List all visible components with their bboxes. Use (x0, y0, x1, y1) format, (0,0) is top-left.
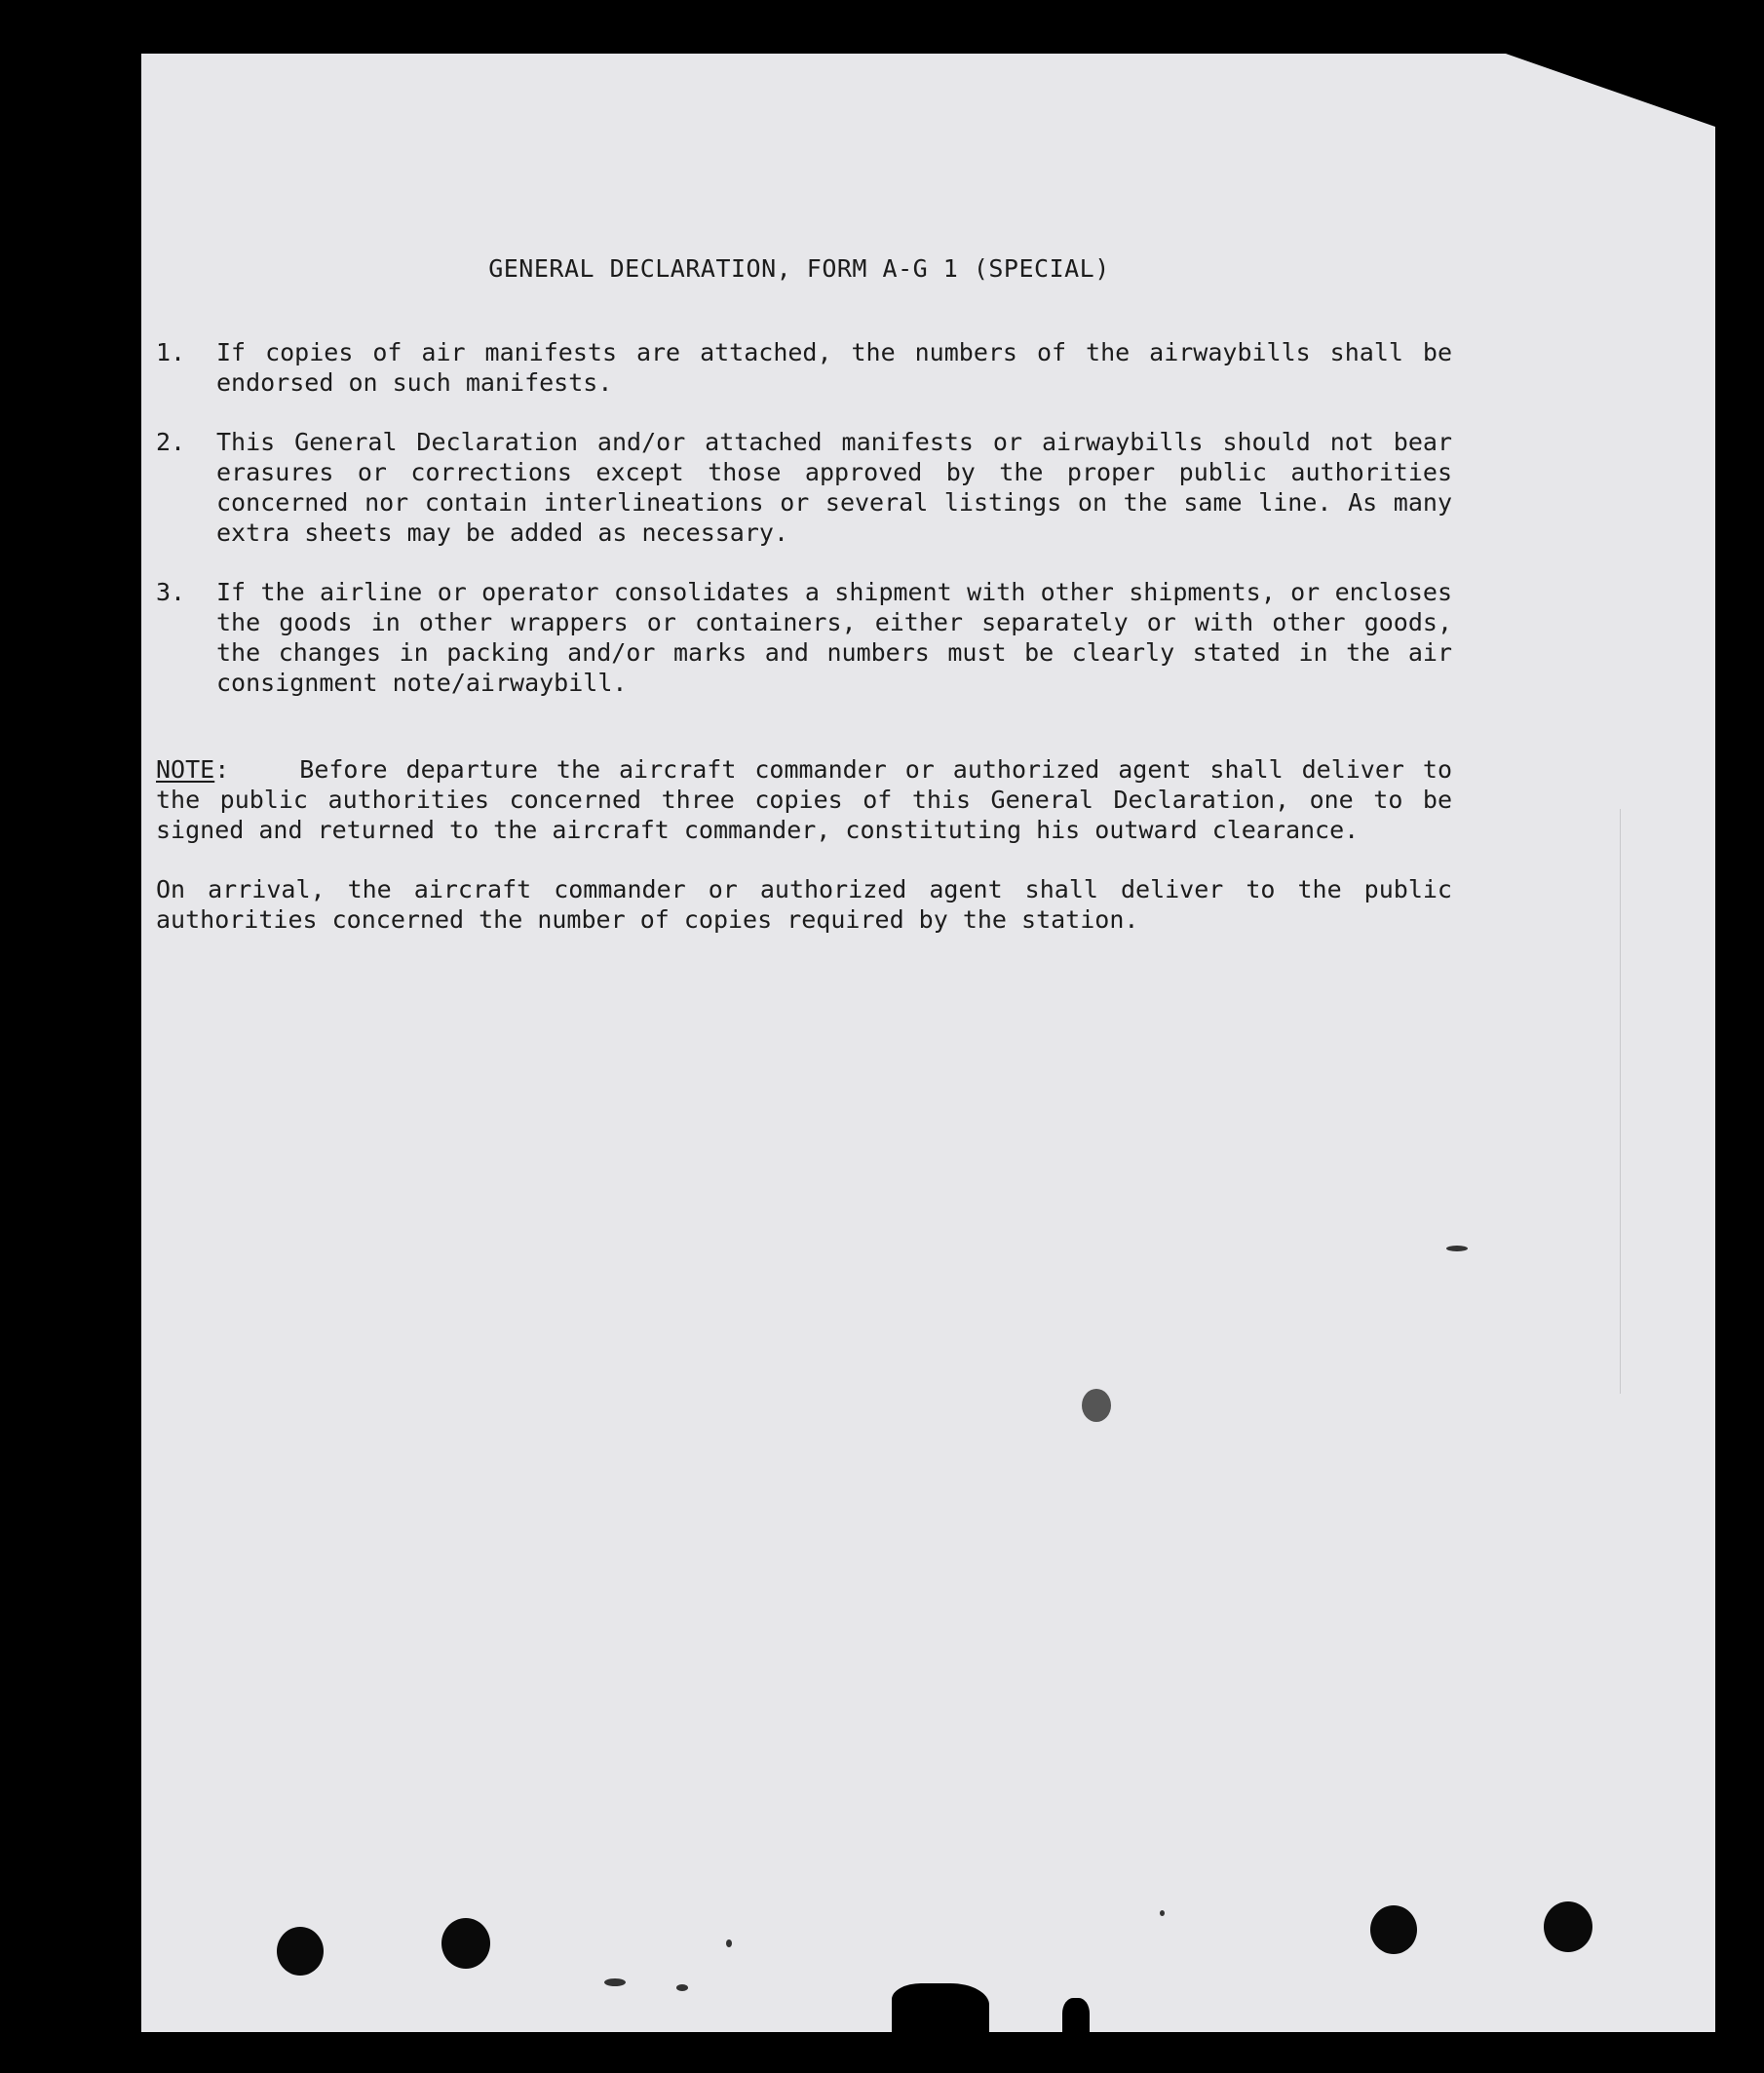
punch-hole (1544, 1901, 1592, 1952)
item-text: This General Declaration and/or attached manifests or airwaybills should not bear erasures or corrections except those approved by the proper public authorities concerned nor contain interlineations or several listings on the same line. As many extra sheets may be added as necessary. (216, 428, 1452, 547)
item-text: If the airline or operator consolidates a shipment with other shipments, or encloses the goods in other wrappers or containers, either separately or with other goods, the changes in packing and/or marks and numbers must be clearly stated in the air consignment note/airwaybill. (216, 578, 1452, 697)
list-item (156, 577, 1452, 698)
punch-hole (441, 1918, 490, 1969)
speck (1160, 1910, 1165, 1916)
item-number: 1. (156, 338, 186, 366)
document-title: GENERAL DECLARATION, FORM A-G 1 (SPECIAL) (488, 254, 1110, 283)
note-colon: : (214, 755, 230, 784)
speck (1446, 1246, 1468, 1251)
item-text: If copies of air manifests are attached, the numbers of the airwaybills shall be endorsed on such manifests. (216, 338, 1452, 397)
list-item (156, 427, 1452, 548)
torn-edge (892, 1983, 989, 2037)
speck (726, 1939, 732, 1947)
note-paragraph (156, 754, 1452, 845)
torn-edge (1062, 1998, 1090, 2037)
arrival-paragraph: On arrival, the aircraft commander or authorized agent shall deliver to the public authorities concerned the number of copies required by the station. (156, 875, 1452, 934)
punch-hole (277, 1927, 324, 1976)
note-text: Before departure the aircraft commander or authorized agent shall deliver to the public authorities concerned three copies of this General Declaration, one to be signed and returned to the aircraft commander, constituting his outward clearance. (156, 755, 1452, 844)
note-label: NOTE (156, 755, 215, 784)
punch-hole (1370, 1905, 1417, 1954)
document-body (156, 253, 1598, 935)
list-item (156, 337, 1452, 398)
item-number: 2. (156, 428, 186, 456)
fold-line (1620, 809, 1621, 1394)
ink-spot (1082, 1389, 1111, 1422)
item-number: 3. (156, 578, 186, 606)
speck (676, 1984, 688, 1991)
speck (604, 1978, 626, 1986)
instruction-list (156, 337, 1598, 698)
